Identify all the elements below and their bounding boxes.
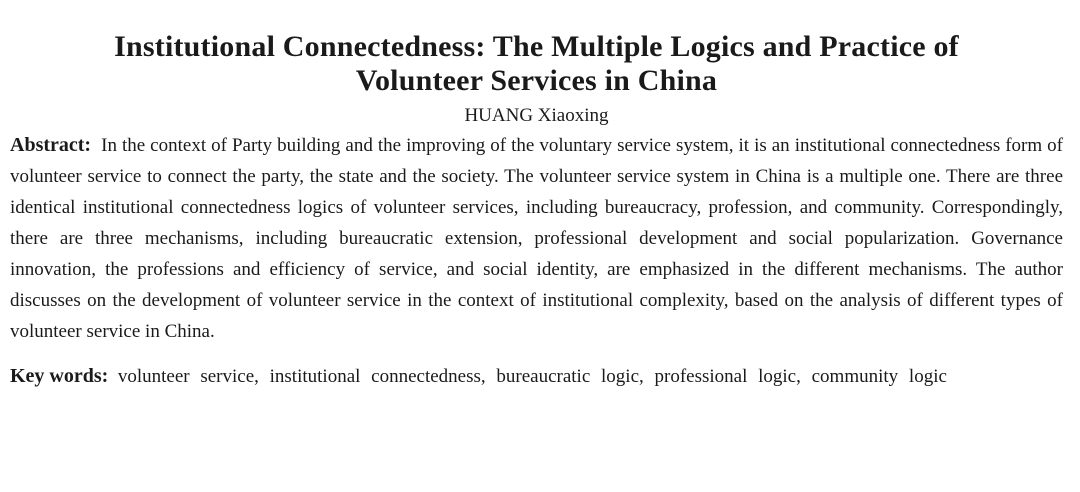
keywords-paragraph [10, 362, 1063, 391]
paper-author: HUANG Xiaoxing [464, 105, 609, 126]
keywords-text: volunteer service, institutional connectedness, bureaucratic logic, professional logic, community logic [117, 366, 947, 387]
abstract-label: Abstract: [10, 134, 92, 156]
abstract-text: In the context of Party building and the improving of the voluntary service system, it is an institutional connectedness form of volunteer service to connect the party, the state and the society. The volunteer service system in China is a multiple one. There are three identical institutional connectedness logics of volunteer services, including bureaucracy, profession, and community. Correspondingly, there are three mechanisms, including bureaucratic extension, professional development and social popularization. Governance innovation, the professions and efficiency of service, and social identity, are emphasized in the different mechanisms. The author discusses on the development of volunteer service in the context of institutional complexity, based on the analysis of different types of volunteer service in China. [10, 135, 1063, 342]
paper-title-line-2: Volunteer Services in China [355, 64, 718, 97]
abstract-paragraph [10, 130, 1063, 347]
keywords-label: Key words: [10, 365, 109, 387]
paper-title [10, 30, 1063, 98]
paper-title-line-1: Institutional Connectedness: The Multiple Logics and Practice of [114, 30, 959, 63]
